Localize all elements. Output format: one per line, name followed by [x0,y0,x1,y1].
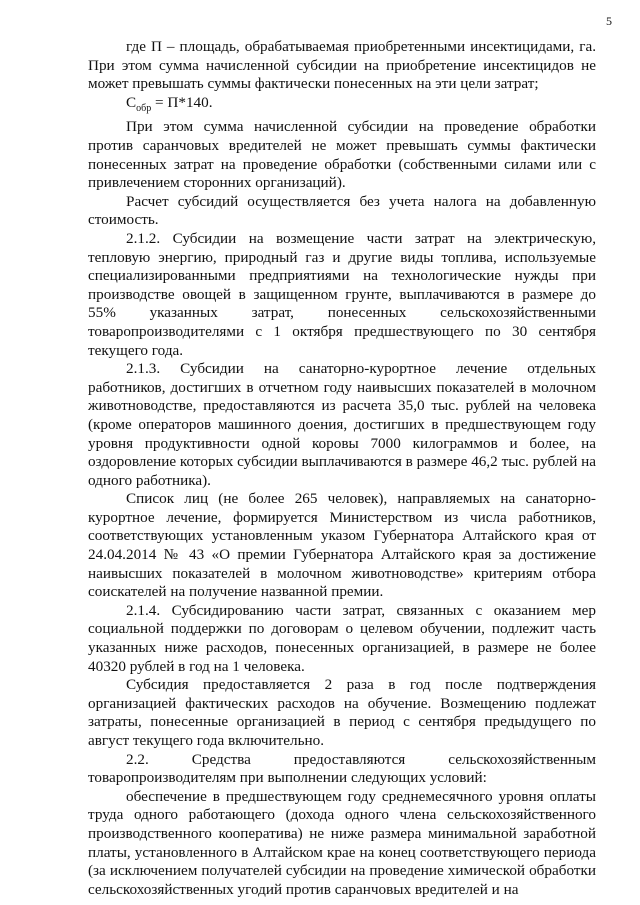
paragraph-7: 2.1.4. Субсидированию части затрат, связанных с оказанием мер социальной поддержки по договорам о целевом обучении, подлежит часть указанных ниже расходов, понесенных организацией, в размере не более 40320 рублей в год на 1 человека. [88,601,596,675]
paragraph-6: Список лиц (не более 265 человек), направляемых на санаторно-курортное лечение, формируется Министерством из числа работников, соответствующих установленным указом Губернатора Алтайского края от 24.04.2014 № 43 «О премии Губернатора Алтайского края за достижение наивысших показателей в молочном животноводстве» критериям отбора соискателей на получение названной премии. [88,490,596,601]
formula-subscript: обр [136,102,152,114]
paragraph-5: 2.1.3. Субсидии на санаторно-курортное лечение отдельных работников, достигших в отчетном году наивысших показателей в молочном животноводстве, предоставляются из расчета 35,0 тыс. рублей на человека (кроме операторов машинного доения, достигших в предшествующем году уровня продуктивности одной коровы 7000 килограммов и более, на оздоровление которых субсидии выплачиваются в размере 46,2 тыс. рублей на одного работника). [88,360,596,489]
formula-lhs: С [126,93,137,111]
formula-rhs: = П*140. [151,93,213,111]
paragraph-9: 2.2. Средства предоставляются сельскохозяйственным товаропроизводителям при выполнении следующих условий: [88,750,596,787]
paragraph-4: 2.1.2. Субсидии на возмещение части затрат на электрическую, тепловую энергию, природный газ и другие виды топлива, используемые специализированными предприятиями на технологические нужды при производстве овощей в защищенном грунте, выплачиваются в размере до 55% указанных затрат, понесенных сельскохозяйственными товаропроизводителями с 1 октября предшествующего по 30 сентября текущего года. [88,229,596,359]
paragraph-3: Расчет субсидий осуществляется без учета налога на добавленную стоимость. [88,192,596,229]
paragraph-8: Субсидия предоставляется 2 раза в год после подтверждения организацией фактических расходов на обучение. Возмещению подлежат затраты, понесенные организацией в период с сентября предыдущего по август текущего года включительно. [88,676,596,749]
formula [88,94,596,119]
page-number: 5 [606,14,612,28]
document-body [88,38,596,899]
paragraph-10: обеспечение в предшествующем году среднемесячного уровня оплаты труда одного работающего (дохода одного члена сельскохозяйственного производственного кооператива) не ниже размера минимальной заработной платы, установленного в Алтайском крае на конец соответствующего периода (за исключением получателей субсидии на проведение химической обработки сельскохозяйственных угодий против саранчовых вредителей и на [88,787,596,898]
paragraph-2: При этом сумма начисленной субсидии на проведение обработки против саранчовых вредителей не может превышать суммы фактически понесенных затрат на проведение обработки (собственными силами или с привлечением сторонних организаций). [88,118,596,192]
paragraph-1: где П – площадь, обрабатываемая приобретенными инсектицидами, га. При этом сумма начисленной субсидии на приобретение инсектицидов не может превышать суммы фактически понесенных на эти цели затрат; [88,38,596,93]
